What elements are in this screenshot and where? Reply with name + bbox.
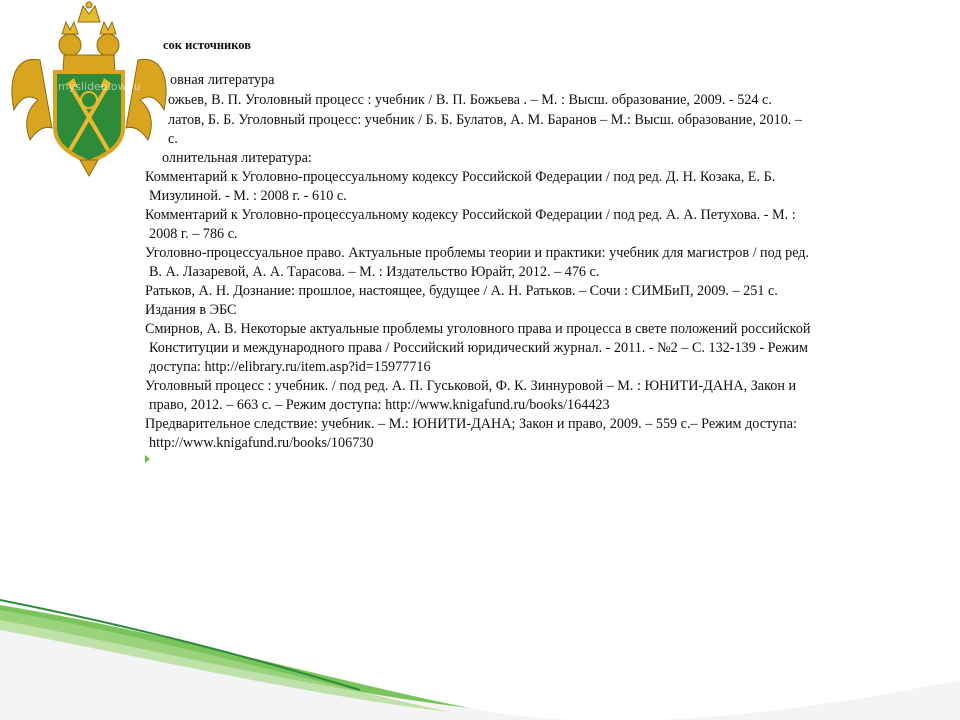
source-bozhev: ожьев, В. П. Уголовный процесс : учебник / В. П. Божьева . – М. : Высш. образование, 2009. - 524 с.: [168, 92, 772, 108]
source-guskova-link[interactable]: право, 2012. – 663 с. – Режим доступа: http://www.knigafund.ru/books/164423: [149, 397, 610, 413]
source-lazareva-cont: В. А. Лазаревой, А. А. Тарасова. – М. : Издательство Юрайт, 2012. – 476 с.: [149, 264, 600, 280]
customs-emblem: [0, 0, 178, 180]
section-ebs: Издания в ЭБС: [145, 302, 237, 318]
source-ratkov: Ратьков, А. Н. Дознание: прошлое, настоящее, будущее / А. Н. Ратьков. – Сочи : СИМБиП, 2009. – 251 с.: [145, 283, 778, 299]
slide-heading: сок источников: [163, 38, 251, 52]
empty-bullet-icon: [145, 455, 150, 463]
source-petukhov: Комментарий к Уголовно-процессуальному кодексу Российской Федерации / под ред. А. А. Петухова. - М. :: [145, 207, 796, 223]
source-smirnov: Смирнов, А. В. Некоторые актуальные проблемы уголовного права и процесса в свете положений российской: [145, 321, 811, 337]
source-bulatov: латов, Б. Б. Уголовный процесс: учебник / Б. Б. Булатов, А. М. Баранов – М.: Высш. образование, 2010. –: [168, 112, 802, 128]
source-petukhov-cont: 2008 г. – 786 с.: [149, 226, 238, 242]
source-predvaritelnoe: Предварительное следствие: учебник. – М.: ЮНИТИ-ДАНА; Закон и право, 2009. – 559 с.– Режим доступа:: [145, 416, 797, 432]
emblem-watermark-text: myslideшow.ru: [58, 80, 141, 93]
source-kozak: Комментарий к Уголовно-процессуальному кодексу Российской Федерации / под ред. Д. Н. Козака, Е. Б.: [145, 169, 776, 185]
source-lazareva: Уголовно-процессуальное право. Актуальные проблемы теории и практики: учебник для магистров / под ред.: [145, 245, 810, 261]
source-guskova: Уголовный процесс : учебник. / под ред. А. П. Гуськовой, Ф. К. Зиннуровой – М. : ЮНИТИ-ДАНА, Закон и: [145, 378, 797, 394]
section-basic-literature: овная литература: [170, 72, 275, 88]
source-smirnov-link[interactable]: доступа: http://elibrary.ru/item.asp?id=15977716: [149, 359, 431, 375]
decorative-wave: [0, 560, 960, 720]
source-predvaritelnoe-link[interactable]: http://www.knigafund.ru/books/106730: [149, 435, 374, 451]
source-bulatov-cont: с.: [168, 131, 178, 147]
source-kozak-cont: Мизулиной. - М. : 2008 г. - 610 с.: [149, 188, 347, 204]
source-smirnov-cont: Конституции и международного права / Российский юридический журнал. - 2011. - №2 – С. 132-139 - Режим: [149, 340, 809, 356]
section-additional-literature: олнительная литература:: [162, 150, 312, 166]
